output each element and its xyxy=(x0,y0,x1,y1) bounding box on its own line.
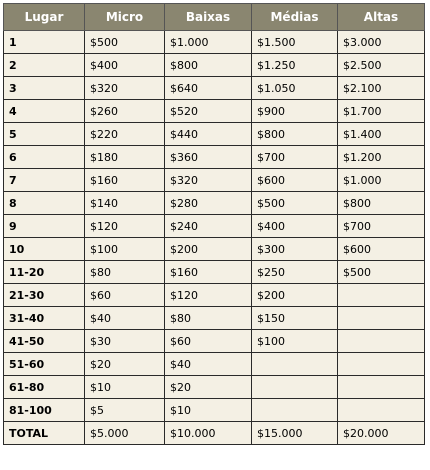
cell-medias: $900 xyxy=(252,100,338,123)
cell-altas xyxy=(338,399,425,422)
cell-place: 6 xyxy=(4,146,85,169)
cell-place: 11-20 xyxy=(4,261,85,284)
table-row xyxy=(4,353,425,376)
table-row xyxy=(4,284,425,307)
cell-place: 9 xyxy=(4,215,85,238)
header-altas: Altas xyxy=(338,4,425,31)
cell-medias xyxy=(252,399,338,422)
cell-place: 7 xyxy=(4,169,85,192)
cell-place: 21-30 xyxy=(4,284,85,307)
cell-micro: $5.000 xyxy=(85,422,165,445)
cell-micro: $400 xyxy=(85,54,165,77)
cell-baixas: $10.000 xyxy=(165,422,252,445)
cell-micro: $260 xyxy=(85,100,165,123)
table-row xyxy=(4,123,425,146)
table-row xyxy=(4,54,425,77)
cell-micro: $120 xyxy=(85,215,165,238)
table-row xyxy=(4,77,425,100)
cell-baixas: $1.000 xyxy=(165,31,252,54)
cell-micro: $500 xyxy=(85,31,165,54)
cell-baixas: $40 xyxy=(165,353,252,376)
cell-altas: $700 xyxy=(338,215,425,238)
cell-baixas: $520 xyxy=(165,100,252,123)
cell-medias: $400 xyxy=(252,215,338,238)
cell-micro: $140 xyxy=(85,192,165,215)
cell-medias: $100 xyxy=(252,330,338,353)
cell-altas xyxy=(338,353,425,376)
cell-medias: $250 xyxy=(252,261,338,284)
cell-micro: $160 xyxy=(85,169,165,192)
table-body xyxy=(4,31,425,445)
table-row xyxy=(4,215,425,238)
cell-micro: $320 xyxy=(85,77,165,100)
table-row xyxy=(4,422,425,445)
cell-medias: $700 xyxy=(252,146,338,169)
cell-altas: $3.000 xyxy=(338,31,425,54)
cell-altas: $1.400 xyxy=(338,123,425,146)
cell-place: 61-80 xyxy=(4,376,85,399)
cell-baixas: $640 xyxy=(165,77,252,100)
header-row xyxy=(4,4,425,31)
cell-baixas: $160 xyxy=(165,261,252,284)
header-medias: Médias xyxy=(252,4,338,31)
table-row xyxy=(4,31,425,54)
table-row xyxy=(4,100,425,123)
cell-place: 2 xyxy=(4,54,85,77)
cell-medias: $600 xyxy=(252,169,338,192)
cell-altas: $20.000 xyxy=(338,422,425,445)
cell-altas: $2.100 xyxy=(338,77,425,100)
cell-medias: $200 xyxy=(252,284,338,307)
cell-altas: $500 xyxy=(338,261,425,284)
cell-micro: $180 xyxy=(85,146,165,169)
cell-baixas: $60 xyxy=(165,330,252,353)
table-row xyxy=(4,146,425,169)
cell-medias: $150 xyxy=(252,307,338,330)
cell-micro: $220 xyxy=(85,123,165,146)
table-header xyxy=(4,4,425,31)
header-micro: Micro xyxy=(85,4,165,31)
cell-micro: $40 xyxy=(85,307,165,330)
cell-place: 51-60 xyxy=(4,353,85,376)
table-row xyxy=(4,261,425,284)
cell-altas: $600 xyxy=(338,238,425,261)
cell-altas: $800 xyxy=(338,192,425,215)
cell-place: 81-100 xyxy=(4,399,85,422)
cell-place: 3 xyxy=(4,77,85,100)
cell-medias: $300 xyxy=(252,238,338,261)
cell-place: 31-40 xyxy=(4,307,85,330)
table-row xyxy=(4,169,425,192)
cell-baixas: $80 xyxy=(165,307,252,330)
prize-table xyxy=(3,3,425,445)
cell-place: 1 xyxy=(4,31,85,54)
cell-medias: $1.050 xyxy=(252,77,338,100)
cell-medias: $15.000 xyxy=(252,422,338,445)
cell-medias: $1.250 xyxy=(252,54,338,77)
table-row xyxy=(4,399,425,422)
table-row xyxy=(4,238,425,261)
cell-altas: $1.000 xyxy=(338,169,425,192)
cell-baixas: $800 xyxy=(165,54,252,77)
cell-medias: $800 xyxy=(252,123,338,146)
cell-baixas: $320 xyxy=(165,169,252,192)
cell-altas xyxy=(338,284,425,307)
cell-baixas: $120 xyxy=(165,284,252,307)
cell-place: 8 xyxy=(4,192,85,215)
table-row xyxy=(4,192,425,215)
header-lugar: Lugar xyxy=(4,4,85,31)
cell-baixas: $10 xyxy=(165,399,252,422)
cell-altas: $1.200 xyxy=(338,146,425,169)
cell-baixas: $20 xyxy=(165,376,252,399)
cell-altas xyxy=(338,376,425,399)
table-row xyxy=(4,376,425,399)
cell-medias: $1.500 xyxy=(252,31,338,54)
cell-place: 41-50 xyxy=(4,330,85,353)
cell-medias: $500 xyxy=(252,192,338,215)
cell-baixas: $280 xyxy=(165,192,252,215)
cell-altas xyxy=(338,307,425,330)
cell-altas: $1.700 xyxy=(338,100,425,123)
cell-baixas: $440 xyxy=(165,123,252,146)
cell-medias xyxy=(252,353,338,376)
cell-micro: $30 xyxy=(85,330,165,353)
cell-place: 5 xyxy=(4,123,85,146)
cell-place: TOTAL xyxy=(4,422,85,445)
table-row xyxy=(4,307,425,330)
cell-micro: $100 xyxy=(85,238,165,261)
cell-baixas: $360 xyxy=(165,146,252,169)
cell-altas xyxy=(338,330,425,353)
prize-table-container xyxy=(3,3,424,445)
cell-place: 4 xyxy=(4,100,85,123)
cell-micro: $60 xyxy=(85,284,165,307)
cell-medias xyxy=(252,376,338,399)
cell-baixas: $200 xyxy=(165,238,252,261)
cell-micro: $10 xyxy=(85,376,165,399)
cell-micro: $5 xyxy=(85,399,165,422)
cell-altas: $2.500 xyxy=(338,54,425,77)
cell-micro: $20 xyxy=(85,353,165,376)
header-baixas: Baixas xyxy=(165,4,252,31)
cell-place: 10 xyxy=(4,238,85,261)
table-row xyxy=(4,330,425,353)
cell-baixas: $240 xyxy=(165,215,252,238)
cell-micro: $80 xyxy=(85,261,165,284)
